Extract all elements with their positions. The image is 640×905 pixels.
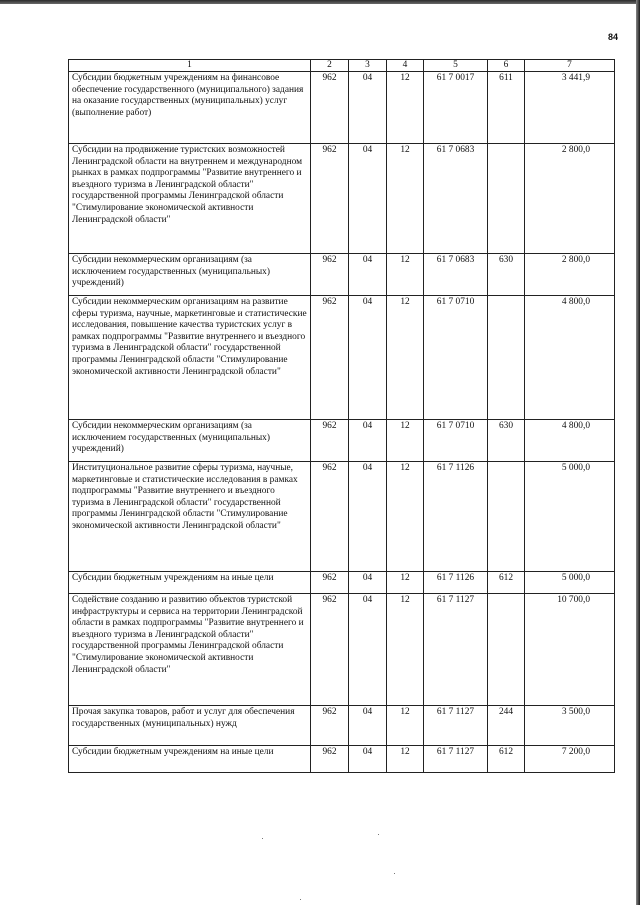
row-name: Содействие созданию и развитию объектов туристской инфраструктуры и сервиса на территории Ленинградской области в рамках подпрограммы "Развитие внутреннего и въездного туризма в Ленинградской области" государственной программы Ленинградской области "Стимулирование экономической активности Ленинградской области" <box>69 594 311 706</box>
row-vr: 612 <box>488 572 525 594</box>
table-row <box>69 462 615 572</box>
row-rz: 04 <box>349 746 387 773</box>
row-pr: 12 <box>387 296 424 420</box>
row-grbs: 962 <box>311 572 349 594</box>
row-sum: 7 200,0 <box>525 746 615 773</box>
row-sum: 2 800,0 <box>525 144 615 254</box>
row-vr: 244 <box>488 706 525 746</box>
row-vr <box>488 296 525 420</box>
row-name: Субсидии на продвижение туристских возможностей Ленинградской области на внутреннем и международном рынках в рамках подпрограммы "Развитие внутреннего и въездного туризма в Ленинградской области" государственной программы Ленинградской области "Стимулирование экономической активности Ленинградской области" <box>69 144 311 254</box>
table-row <box>69 706 615 746</box>
table-row <box>69 296 615 420</box>
row-grbs: 962 <box>311 746 349 773</box>
row-rz: 04 <box>349 296 387 420</box>
column-number-header <box>69 60 615 72</box>
budget-table <box>68 59 615 773</box>
row-grbs: 962 <box>311 72 349 144</box>
table-row <box>69 254 615 296</box>
row-csr: 61 7 0710 <box>424 296 488 420</box>
row-pr: 12 <box>387 572 424 594</box>
row-pr: 12 <box>387 746 424 773</box>
row-pr: 12 <box>387 254 424 296</box>
row-vr: 612 <box>488 746 525 773</box>
row-sum: 10 700,0 <box>525 594 615 706</box>
row-sum: 3 441,9 <box>525 72 615 144</box>
row-sum: 4 800,0 <box>525 296 615 420</box>
row-grbs: 962 <box>311 420 349 462</box>
row-grbs: 962 <box>311 254 349 296</box>
column-header-2: 2 <box>311 60 349 72</box>
row-sum: 2 800,0 <box>525 254 615 296</box>
row-sum: 5 000,0 <box>525 462 615 572</box>
row-grbs: 962 <box>311 706 349 746</box>
row-name: Субсидии некоммерческим организациям (за исключением государственных (муниципальных) учреждений) <box>69 420 311 462</box>
row-vr: 630 <box>488 420 525 462</box>
row-name: Институциональное развитие сферы туризма, научные, маркетинговые и статистические исследования в рамках подпрограммы "Развитие внутреннего и въездного туризма в Ленинградской области" государственной программы Ленинградской области "Стимулирование экономической активности Ленинградской области" <box>69 462 311 572</box>
row-sum: 4 800,0 <box>525 420 615 462</box>
row-grbs: 962 <box>311 462 349 572</box>
row-csr: 61 7 1127 <box>424 746 488 773</box>
row-name: Прочая закупка товаров, работ и услуг для обеспечения государственных (муниципальных) нужд <box>69 706 311 746</box>
row-pr: 12 <box>387 144 424 254</box>
row-pr: 12 <box>387 420 424 462</box>
scan-speck <box>394 873 395 874</box>
row-grbs: 962 <box>311 144 349 254</box>
row-rz: 04 <box>349 144 387 254</box>
scan-edge-right <box>636 0 640 905</box>
table-row <box>69 420 615 462</box>
row-rz: 04 <box>349 706 387 746</box>
page-number: 84 <box>608 32 619 42</box>
row-name: Субсидии бюджетным учреждениям на иные цели <box>69 572 311 594</box>
column-header-1: 1 <box>69 60 311 72</box>
row-pr: 12 <box>387 462 424 572</box>
table-row <box>69 72 615 144</box>
row-vr <box>488 462 525 572</box>
row-name: Субсидии некоммерческим организациям на развитие сферы туризма, научные, маркетинговые и статистические исследования, повышение качества туристских услуг в рамках подпрограммы "Развитие внутреннего и въездного туризма в Ленинградской области" государственной программы Ленинградской области "Стимулирование экономической активности Ленинградской области" <box>69 296 311 420</box>
row-vr <box>488 144 525 254</box>
row-grbs: 962 <box>311 594 349 706</box>
row-pr: 12 <box>387 594 424 706</box>
row-name: Субсидии бюджетным учреждениям на финансовое обеспечение государственного (муниципального) задания на оказание государственных (муниципальных) услуг (выполнение работ) <box>69 72 311 144</box>
row-rz: 04 <box>349 462 387 572</box>
row-csr: 61 7 0017 <box>424 72 488 144</box>
row-sum: 3 500,0 <box>525 706 615 746</box>
row-vr: 630 <box>488 254 525 296</box>
row-pr: 12 <box>387 706 424 746</box>
table-row <box>69 594 615 706</box>
row-csr: 61 7 1126 <box>424 462 488 572</box>
row-csr: 61 7 1127 <box>424 594 488 706</box>
row-csr: 61 7 0683 <box>424 144 488 254</box>
column-header-6: 6 <box>488 60 525 72</box>
row-rz: 04 <box>349 72 387 144</box>
row-csr: 61 7 1127 <box>424 706 488 746</box>
row-vr <box>488 594 525 706</box>
column-header-4: 4 <box>387 60 424 72</box>
table-row <box>69 144 615 254</box>
scan-edge-top <box>0 0 640 4</box>
row-rz: 04 <box>349 572 387 594</box>
row-name: Субсидии бюджетным учреждениям на иные цели <box>69 746 311 773</box>
row-csr: 61 7 1126 <box>424 572 488 594</box>
row-csr: 61 7 0710 <box>424 420 488 462</box>
column-header-5: 5 <box>424 60 488 72</box>
column-header-3: 3 <box>349 60 387 72</box>
row-rz: 04 <box>349 254 387 296</box>
row-rz: 04 <box>349 420 387 462</box>
table-row <box>69 572 615 594</box>
row-rz: 04 <box>349 594 387 706</box>
row-vr: 611 <box>488 72 525 144</box>
scan-speck <box>300 899 301 900</box>
row-sum: 5 000,0 <box>525 572 615 594</box>
row-csr: 61 7 0683 <box>424 254 488 296</box>
table-row <box>69 746 615 773</box>
scan-speck <box>262 838 263 839</box>
row-name: Субсидии некоммерческим организациям (за исключением государственных (муниципальных) учреждений) <box>69 254 311 296</box>
row-grbs: 962 <box>311 296 349 420</box>
row-pr: 12 <box>387 72 424 144</box>
scan-speck <box>378 834 379 835</box>
column-header-7: 7 <box>525 60 615 72</box>
